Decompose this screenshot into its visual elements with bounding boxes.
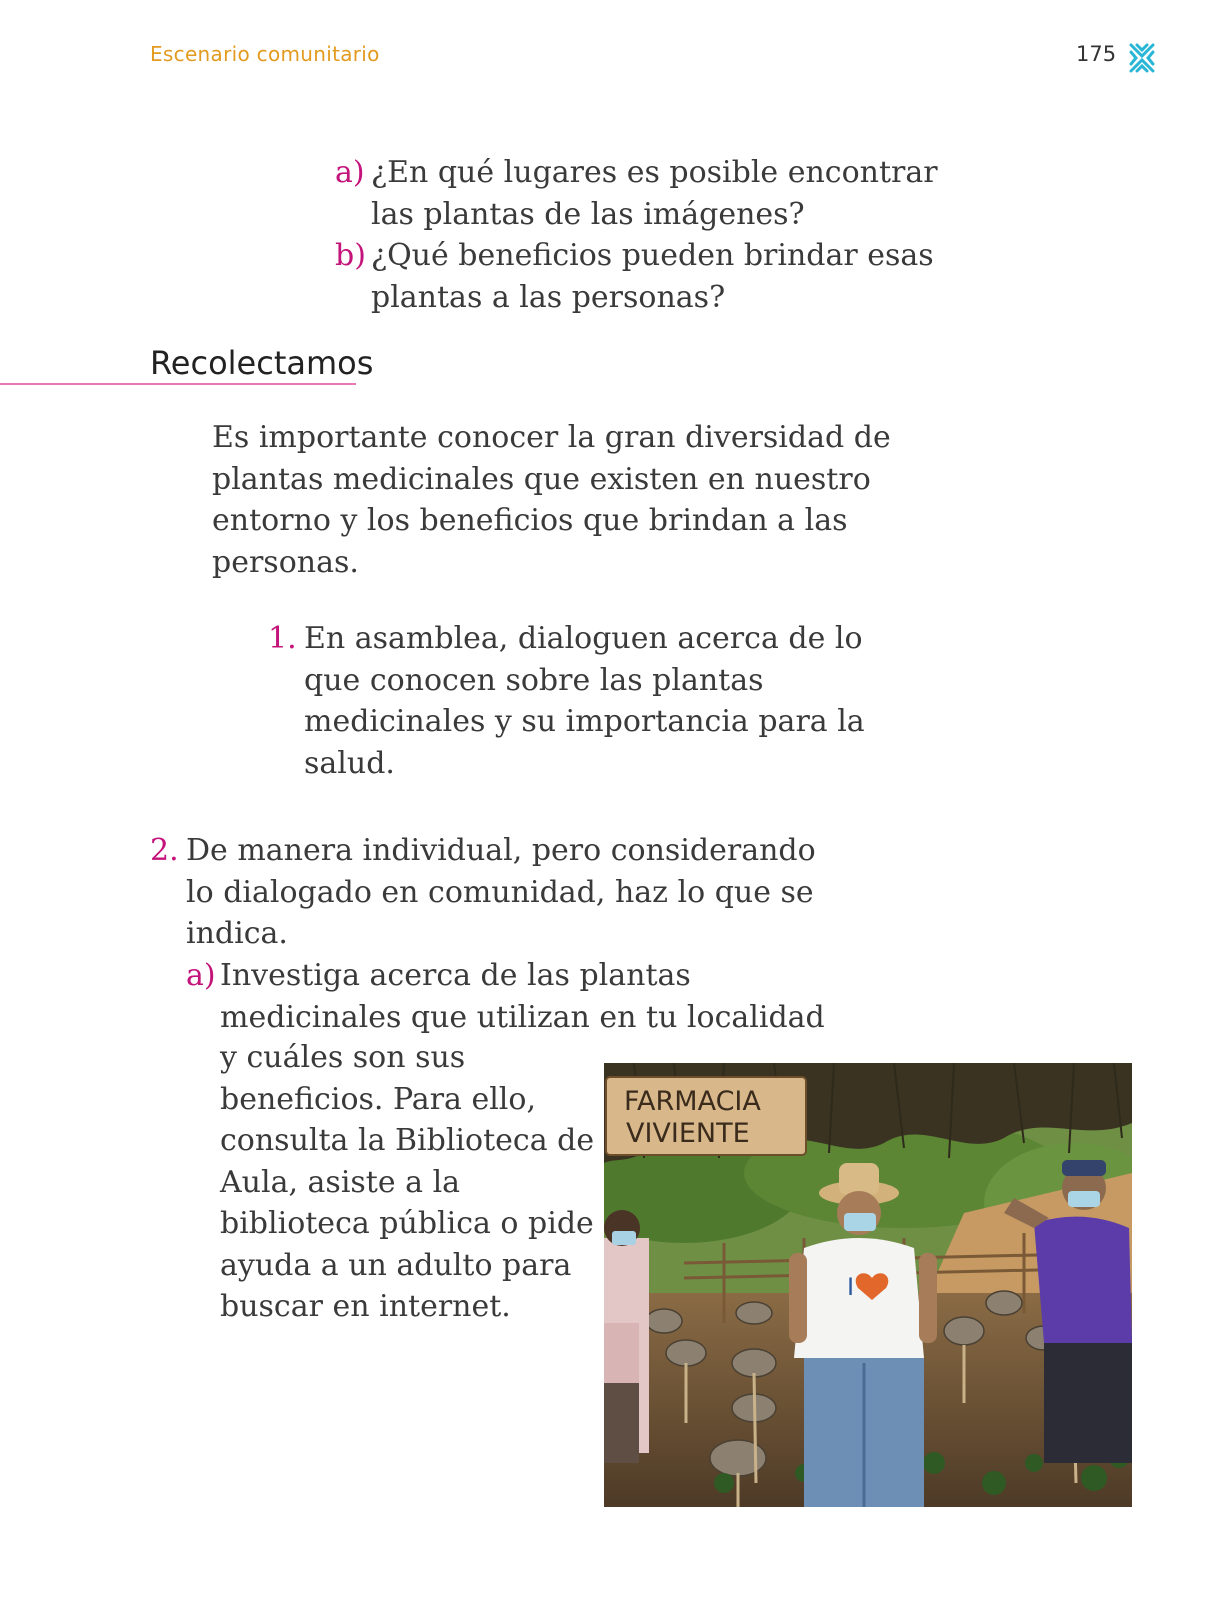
question-text: ¿Qué beneficios pueden brindar esas plantas a las personas? [371, 238, 934, 315]
book-logo-icon [1127, 41, 1157, 75]
sign-text: FARMACIA [624, 1086, 761, 1117]
step-2 [150, 830, 850, 955]
sign-text: VIVIENTE [626, 1118, 750, 1149]
step-text-line: Investiga acerca de las plantas [220, 958, 691, 993]
step-1 [268, 618, 868, 784]
section-divider [0, 383, 356, 385]
step-2a-continued: y cuáles son sus beneficios. Para ello, consulta la Biblioteca de Aula, asiste a la biblioteca pública o pide ayuda a un adulto para buscar en internet. [220, 1040, 595, 1324]
step-text-line: medicinales que utilizan en tu localidad [220, 999, 825, 1035]
step-marker: a) [186, 958, 216, 993]
farmacia-viviente-photo [604, 1063, 1132, 1507]
question-item [335, 152, 975, 235]
question-marker: a) [335, 155, 365, 190]
question-text: ¿En qué lugares es posible encontrar las plantas de las imágenes? [371, 155, 938, 232]
step-2a [186, 955, 836, 1038]
step-text: De manera individual, pero considerando lo dialogado en comunidad, haz lo que se indica. [186, 833, 816, 951]
question-list [335, 152, 975, 318]
page-number: 175 [1076, 42, 1117, 66]
section-header: Escenario comunitario [150, 42, 380, 66]
step-marker: 2. [150, 833, 179, 868]
intro-paragraph: Es importante conocer la gran diversidad de plantas medicinales que existen en nuestro entorno y los beneficios que brindan a las personas. [212, 420, 891, 580]
section-title: Recolectamos [150, 344, 374, 382]
person-left [604, 1210, 649, 1463]
garden-scene-image [604, 1063, 1132, 1507]
shirt-text: I [847, 1273, 855, 1301]
question-marker: b) [335, 238, 366, 273]
step-text: En asamblea, dialoguen acerca de lo que conocen sobre las plantas medicinales y su importancia para la salud. [304, 621, 865, 781]
question-item [335, 235, 975, 318]
step-marker: 1. [268, 621, 297, 656]
